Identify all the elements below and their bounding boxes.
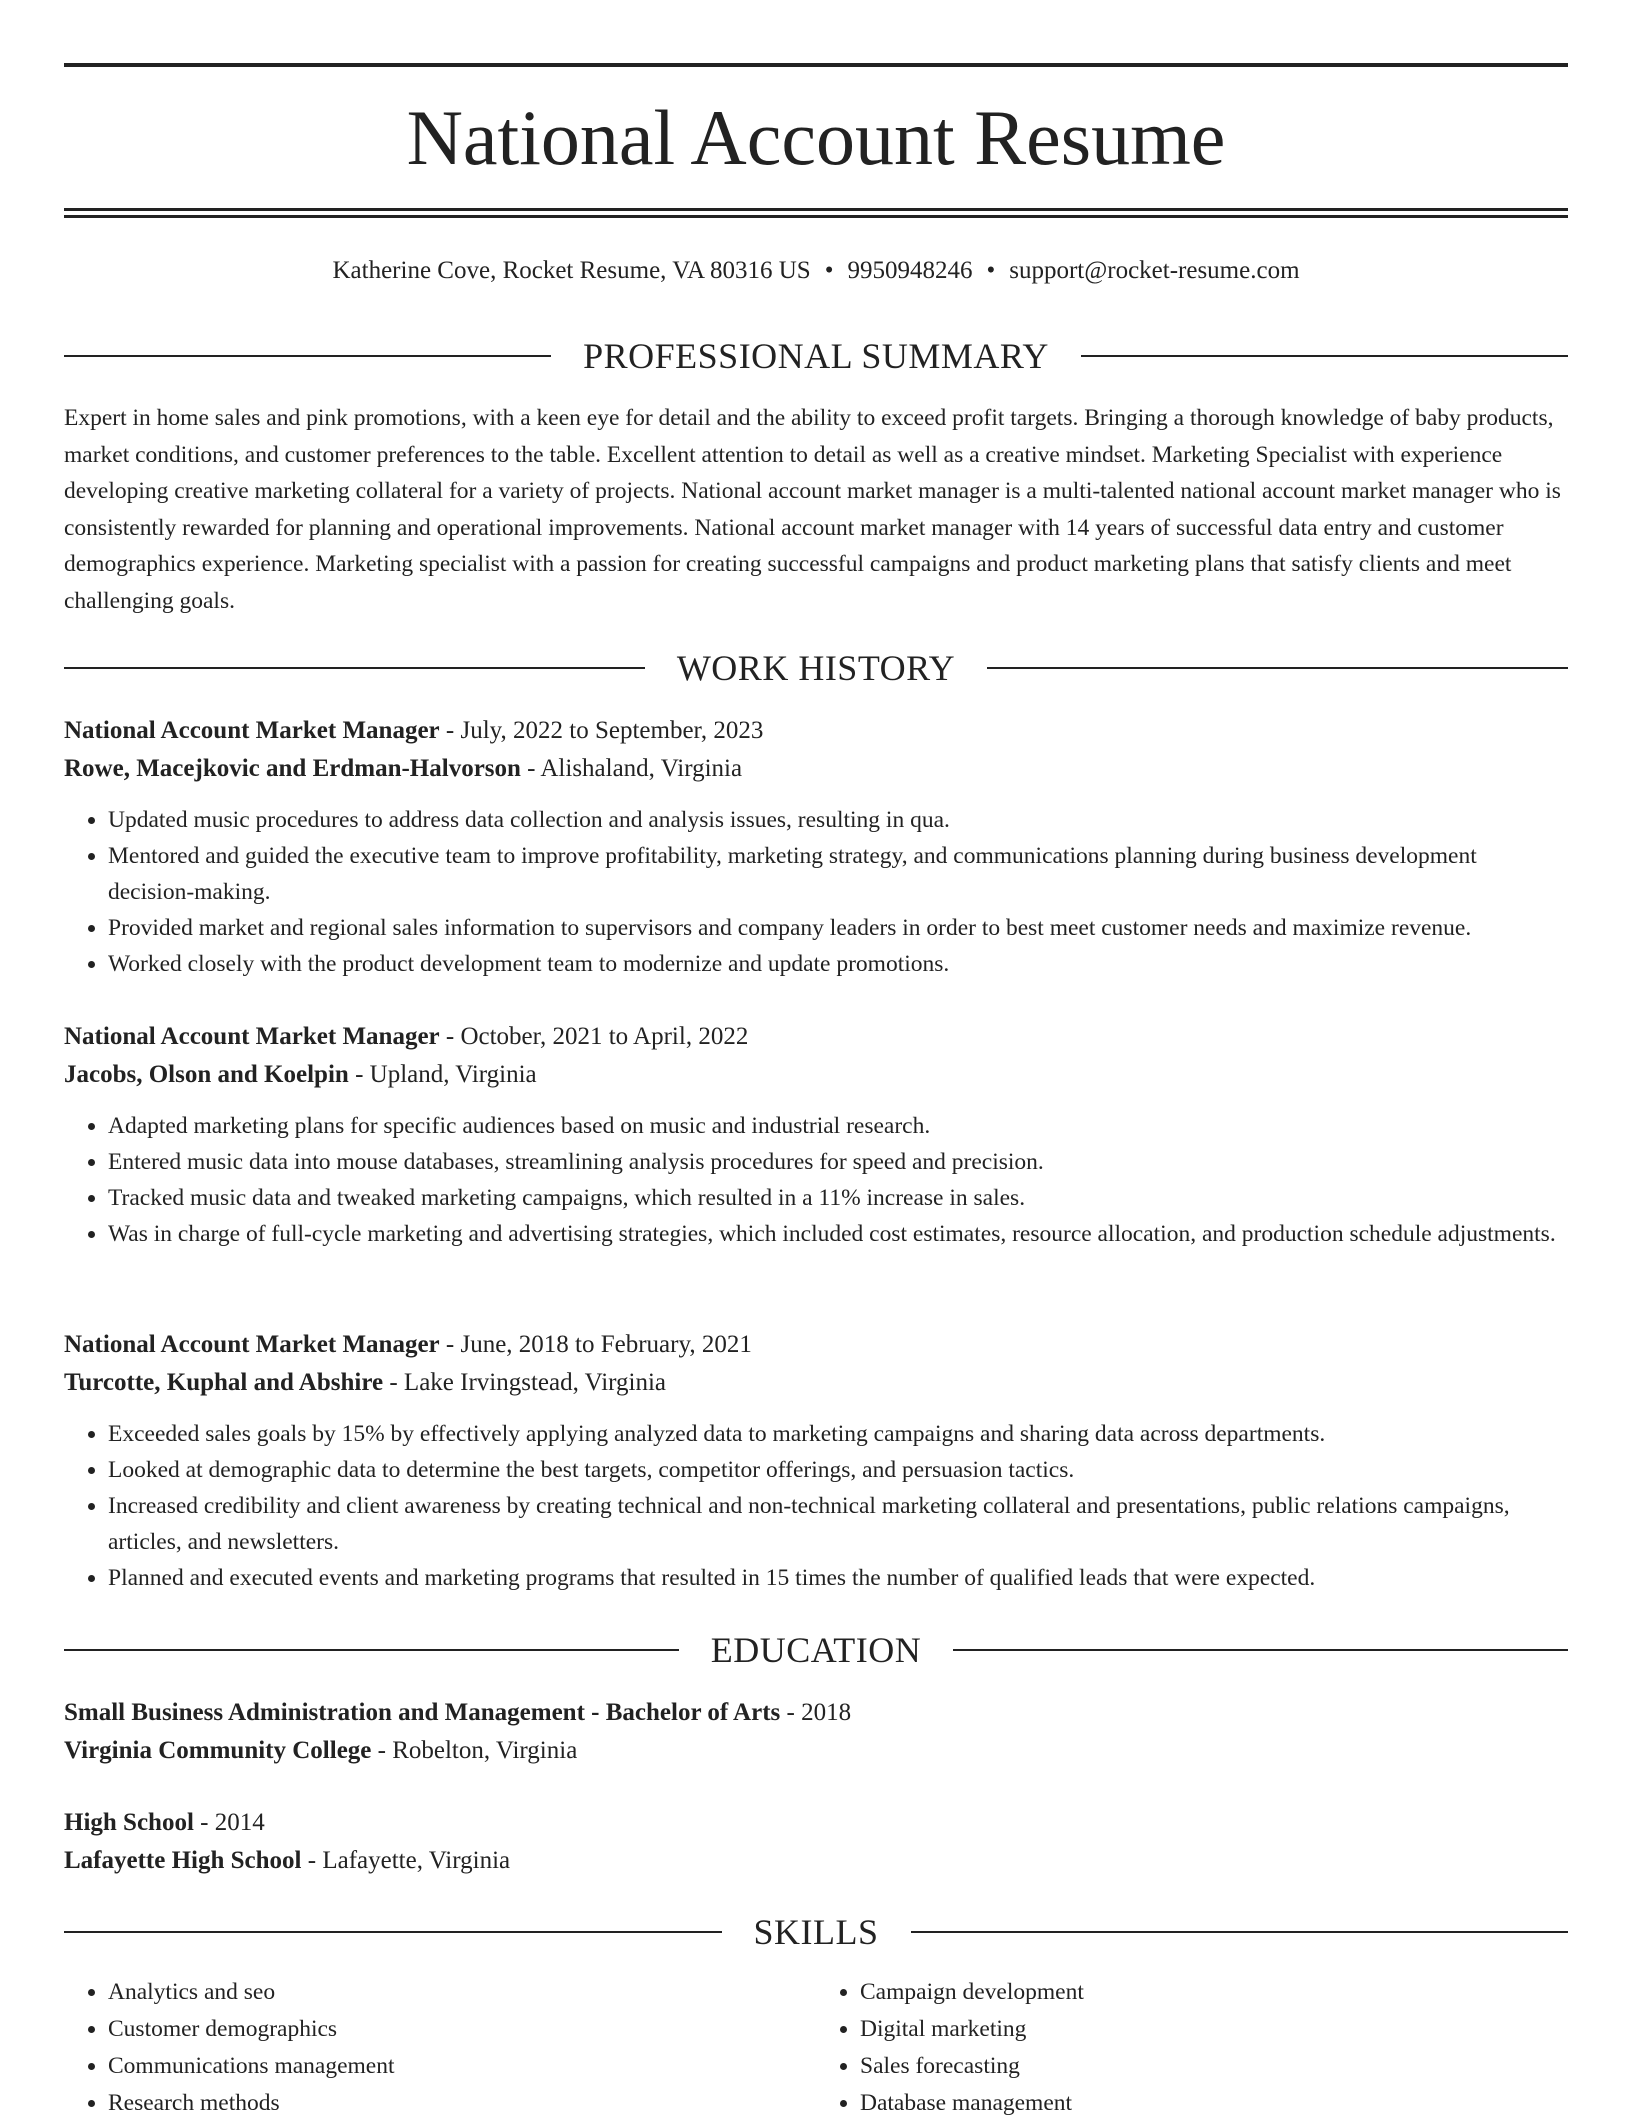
job-title-line bbox=[64, 1018, 1568, 1056]
school-line bbox=[64, 1732, 1568, 1770]
page-title: National Account Resume bbox=[406, 94, 1226, 181]
section-title-skills: SKILLS bbox=[753, 1912, 879, 1952]
list-item: • Mentored and guided the executive team to improve profitability, marketing strategy, and communications planning during business development decision-making. bbox=[108, 838, 1568, 910]
list-item: • Tracked music data and tweaked marketing campaigns, which resulted in a 11% increase in sales. bbox=[108, 1180, 1568, 1216]
top-rule bbox=[64, 63, 1568, 67]
contact-phone: 9950948246 bbox=[847, 257, 973, 284]
skill-item: • Database management bbox=[860, 2085, 1568, 2122]
divider-line bbox=[64, 1931, 722, 1933]
job-location: - Lake Irvingstead, Virginia bbox=[383, 1369, 667, 1396]
skill-item: • Analytics and seo bbox=[108, 1974, 816, 2011]
job-role: National Account Market Manager bbox=[64, 1331, 440, 1358]
education-entry bbox=[64, 1694, 1568, 1770]
job-bullets bbox=[64, 802, 1568, 982]
divider-line bbox=[1081, 355, 1568, 357]
job-bullets bbox=[64, 1108, 1568, 1252]
degree-line bbox=[64, 1804, 1568, 1842]
list-item: • Entered music data into mouse databases, streamlining analysis procedures for speed and precision. bbox=[108, 1144, 1568, 1180]
job-role: National Account Market Manager bbox=[64, 717, 440, 744]
job-location: - Upland, Virginia bbox=[348, 1061, 537, 1088]
divider-line bbox=[911, 1931, 1569, 1933]
job-dates: - June, 2018 to February, 2021 bbox=[439, 1331, 752, 1358]
school: Virginia Community College bbox=[64, 1737, 372, 1764]
skill-item: • Sales forecasting bbox=[860, 2048, 1568, 2085]
job-dates: - July, 2022 to September, 2023 bbox=[439, 717, 764, 744]
contact-address: Katherine Cove, Rocket Resume, VA 80316 US bbox=[332, 257, 811, 284]
degree: Small Business Administration and Management - Bachelor of Arts bbox=[64, 1699, 781, 1726]
divider-line bbox=[987, 667, 1568, 669]
school-line bbox=[64, 1842, 1568, 1880]
job-entry bbox=[64, 1326, 1568, 1596]
list-item: • Worked closely with the product development team to modernize and update promotions. bbox=[108, 946, 1568, 982]
job-entry bbox=[64, 712, 1568, 982]
skill-item: • Campaign development bbox=[860, 1974, 1568, 2011]
job-role: National Account Market Manager bbox=[64, 1023, 440, 1050]
list-item: • Increased credibility and client awareness by creating technical and non-technical marketing collateral and presentations, public relations campaigns, articles, and newsletters. bbox=[108, 1488, 1568, 1560]
section-title-work: WORK HISTORY bbox=[676, 648, 956, 688]
title-double-rule bbox=[64, 208, 1568, 218]
school: Lafayette High School bbox=[64, 1847, 302, 1874]
job-title-line bbox=[64, 1326, 1568, 1364]
list-item: • Was in charge of full-cycle marketing and advertising strategies, which included cost estimates, resource allocation, and production schedule adjustments. bbox=[108, 1216, 1568, 1252]
skill-item: • Digital marketing bbox=[860, 2011, 1568, 2048]
job-location: - Alishaland, Virginia bbox=[520, 755, 743, 782]
job-bullets bbox=[64, 1416, 1568, 1596]
job-entry bbox=[64, 1018, 1568, 1252]
summary-text: Expert in home sales and pink promotions, with a keen eye for detail and the ability to exceed profit targets. Bringing a thorough knowledge of baby products, market conditions, and customer preferences to the table. Excellent attention to detail as well as a creative mindset. Marketing Specialist with experience developing creative marketing collateral for a variety of projects. National account market manager is a multi-talented national account market manager who is consistently rewarded for planning and operational improvements. National account market manager with 14 years of successful data entry and customer demographics experience. Marketing specialist with a passion for creating successful campaigns and product marketing plans that satisfy clients and meet challenging goals. bbox=[64, 405, 1561, 614]
contact-line bbox=[64, 254, 1568, 288]
section-header-education bbox=[64, 1628, 1568, 1672]
job-dates: - October, 2021 to April, 2022 bbox=[439, 1023, 749, 1050]
job-title-line bbox=[64, 712, 1568, 750]
skills-column-left bbox=[64, 1974, 816, 2122]
divider-line bbox=[64, 667, 645, 669]
divider-line bbox=[64, 1649, 679, 1651]
school-location: - Lafayette, Virginia bbox=[301, 1847, 511, 1874]
list-item: • Adapted marketing plans for specific audiences based on music and industrial research. bbox=[108, 1108, 1568, 1144]
job-company: Turcotte, Kuphal and Abshire bbox=[64, 1369, 384, 1396]
school-location: - Robelton, Virginia bbox=[371, 1737, 578, 1764]
degree-line bbox=[64, 1694, 1568, 1732]
education-entry bbox=[64, 1804, 1568, 1880]
skills-bullets bbox=[816, 1974, 1568, 2122]
job-company-line bbox=[64, 1364, 1568, 1402]
skill-item: • Customer demographics bbox=[108, 2011, 816, 2048]
divider-line bbox=[64, 355, 551, 357]
list-item: • Looked at demographic data to determine the best targets, competitor offerings, and persuasion tactics. bbox=[108, 1452, 1568, 1488]
contact-email: support@rocket-resume.com bbox=[1009, 257, 1300, 284]
contact-separator: • bbox=[824, 257, 834, 284]
graduation-year: - 2018 bbox=[780, 1699, 852, 1726]
skills-column-right bbox=[816, 1974, 1568, 2122]
job-company-line bbox=[64, 1056, 1568, 1094]
section-title-summary: PROFESSIONAL SUMMARY bbox=[583, 336, 1049, 376]
section-title-education: EDUCATION bbox=[710, 1630, 922, 1670]
job-company: Rowe, Macejkovic and Erdman-Halvorson bbox=[64, 755, 521, 782]
contact-separator: • bbox=[986, 257, 996, 284]
section-header-skills bbox=[64, 1910, 1568, 1954]
list-item: • Updated music procedures to address data collection and analysis issues, resulting in qua. bbox=[108, 802, 1568, 838]
list-item: • Exceeded sales goals by 15% by effectively applying analyzed data to marketing campaigns and sharing data across departments. bbox=[108, 1416, 1568, 1452]
skills-list bbox=[64, 1974, 1568, 2122]
section-header-work bbox=[64, 646, 1568, 690]
job-company-line bbox=[64, 750, 1568, 788]
degree: High School bbox=[64, 1809, 194, 1836]
list-item: • Planned and executed events and marketing programs that resulted in 15 times the number of qualified leads that were expected. bbox=[108, 1560, 1568, 1596]
skill-item: • Research methods bbox=[108, 2085, 816, 2122]
graduation-year: - 2014 bbox=[193, 1809, 265, 1836]
skills-bullets bbox=[64, 1974, 816, 2122]
list-item: • Provided market and regional sales information to supervisors and company leaders in order to best meet customer needs and maximize revenue. bbox=[108, 910, 1568, 946]
job-company: Jacobs, Olson and Koelpin bbox=[64, 1061, 349, 1088]
divider-line bbox=[953, 1649, 1568, 1651]
section-header-summary bbox=[64, 334, 1568, 378]
skill-item: • Communications management bbox=[108, 2048, 816, 2085]
